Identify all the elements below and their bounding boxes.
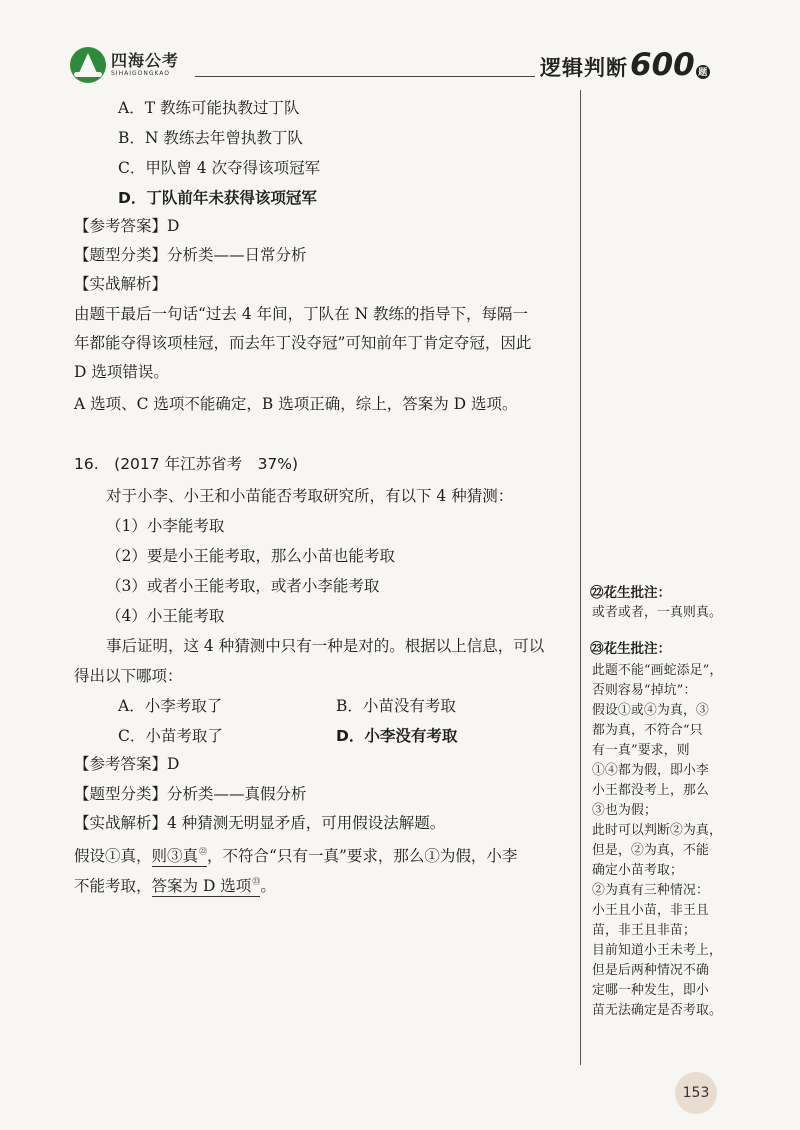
q16-category: 【题型分类】分析类——真假分析 [74,785,307,803]
note-23-line: 小王且小苗，非王且 [592,903,709,918]
note-22-line: 或者或者，一真则真。 [592,605,722,620]
option-b: B．小苗没有考取 [336,697,456,715]
sailboat-icon [70,47,106,83]
logo-english-name: SIHAIGONGKAO [111,70,171,77]
note-23-line: ①④都为假，即小李 [592,763,709,778]
option-d: D．小李没有考取 [336,727,458,745]
note-23-line: ③也为假； [592,803,657,818]
q16-analysis-line [74,842,517,866]
guess-4: （4）小王能考取 [106,607,225,625]
q16-answer: 【参考答案】D [74,755,180,773]
note-23-line: 但是后两种情况不确 [592,963,709,978]
question-16-stem-3: 得出以下哪项： [74,667,183,685]
prev-option-c: C．甲队曾 4 次夺得该项冠军 [118,159,321,177]
note-23-line: 否则容易“掉坑”： [592,683,697,698]
publisher-logo [70,44,188,86]
option-c: C．小苗考取了 [118,727,223,745]
note-23-line: 但是，②为真，不能 [592,843,709,858]
underlined-text [152,847,208,867]
note-23-line: 此时可以判断②为真， [592,823,722,838]
prev-analysis-label: 【实战解析】 [74,275,168,293]
question-16-stem-2: 事后证明，这 4 种猜测中只有一种是对的。根据以上信息，可以 [106,637,545,655]
analysis-text: ，不符合“只有一真”要求，那么①为假，小李 [207,847,518,865]
prev-answer: 【参考答案】D [74,217,180,235]
prev-analysis-line: A 选项、C 选项不能确定，B 选项正确，综上，答案为 D 选项。 [74,395,518,413]
guess-2: （2）要是小王能考取，那么小苗也能考取 [106,547,395,565]
q16-analysis-label: 【实战解析】 [74,814,168,832]
prev-option-a: A．T 教练可能执教过丁队 [118,99,300,117]
q16-analysis-line [74,872,276,896]
note-23-line: 目前知道小王未考上， [592,943,722,958]
page-number: 153 [675,1072,717,1114]
note-23-line: 都为真，不符合“只 [592,723,703,738]
note-23-line: 确定小苗考取； [592,863,683,878]
note-23-line: 此题不能“画蛇添足”， [592,663,723,678]
header-rule [195,76,535,77]
guess-1: （1）小李能考取 [106,517,225,535]
guess-3: （3）或者小王能考取，或者小李能考取 [106,577,380,595]
underlined-text [152,877,261,897]
note-23-title: ㉓花生批注： [590,641,671,657]
q16-analysis-text: 4 种猜测无明显矛盾，可用假设法解题。 [167,814,446,832]
prev-option-d: D．丁队前年未获得该项冠军 [118,189,317,207]
footnote-ref-23: ㉓ [252,877,261,886]
question-16-header: 16. (2017 年江苏省考 37%) [74,455,299,473]
note-23-line: 假设①或④为真，③ [592,703,709,718]
note-23-line: ②为真有三种情况： [592,883,709,898]
footnote-ref-22: ㉒ [199,847,208,856]
prev-option-b: B．N 教练去年曾执教丁队 [118,129,303,147]
page-header [0,0,800,92]
question-16-stem: 对于小李、小王和小苗能否考取研究所，有以下 4 种猜测： [106,487,514,505]
book-title-text: 逻辑判断 [540,56,628,80]
prev-analysis-line: D 选项错误。 [74,363,169,381]
note-23-line: 有一真”要求，则 [592,743,690,758]
note-23-line: 苗，非王且非苗； [592,923,696,938]
book-title-suffix: 题 [696,65,710,79]
note-23-line: 苗无法确定是否考取。 [592,1003,722,1018]
analysis-text: 假设①真， [74,847,152,865]
prev-analysis-line: 由题干最后一句话“过去 4 年间，丁队在 N 教练的指导下，每隔一 [74,305,529,323]
analysis-text: 。 [260,877,276,895]
analysis-text: 不能考取， [74,877,152,895]
margin-divider [580,90,581,1065]
prev-category: 【题型分类】分析类——日常分析 [74,246,307,264]
note-23-line: 小王都没考上，那么 [592,783,709,798]
note-22-title: ㉒花生批注： [590,585,671,601]
book-title-number: 600 [630,47,695,83]
option-a: A．小李考取了 [118,697,223,715]
analysis-text: 则③真 [151,847,199,865]
note-23-line: 定哪一种发生，即小 [592,983,709,998]
logo-chinese-name: 四海公考 [111,51,180,70]
prev-analysis-line: 年都能夺得该项桂冠，而去年丁没夺冠”可知前年丁肯定夺冠，因此 [74,334,532,352]
q16-analysis-first-line [74,813,445,833]
book-title [540,47,710,85]
analysis-text: 答案为 D 选项 [151,877,252,895]
